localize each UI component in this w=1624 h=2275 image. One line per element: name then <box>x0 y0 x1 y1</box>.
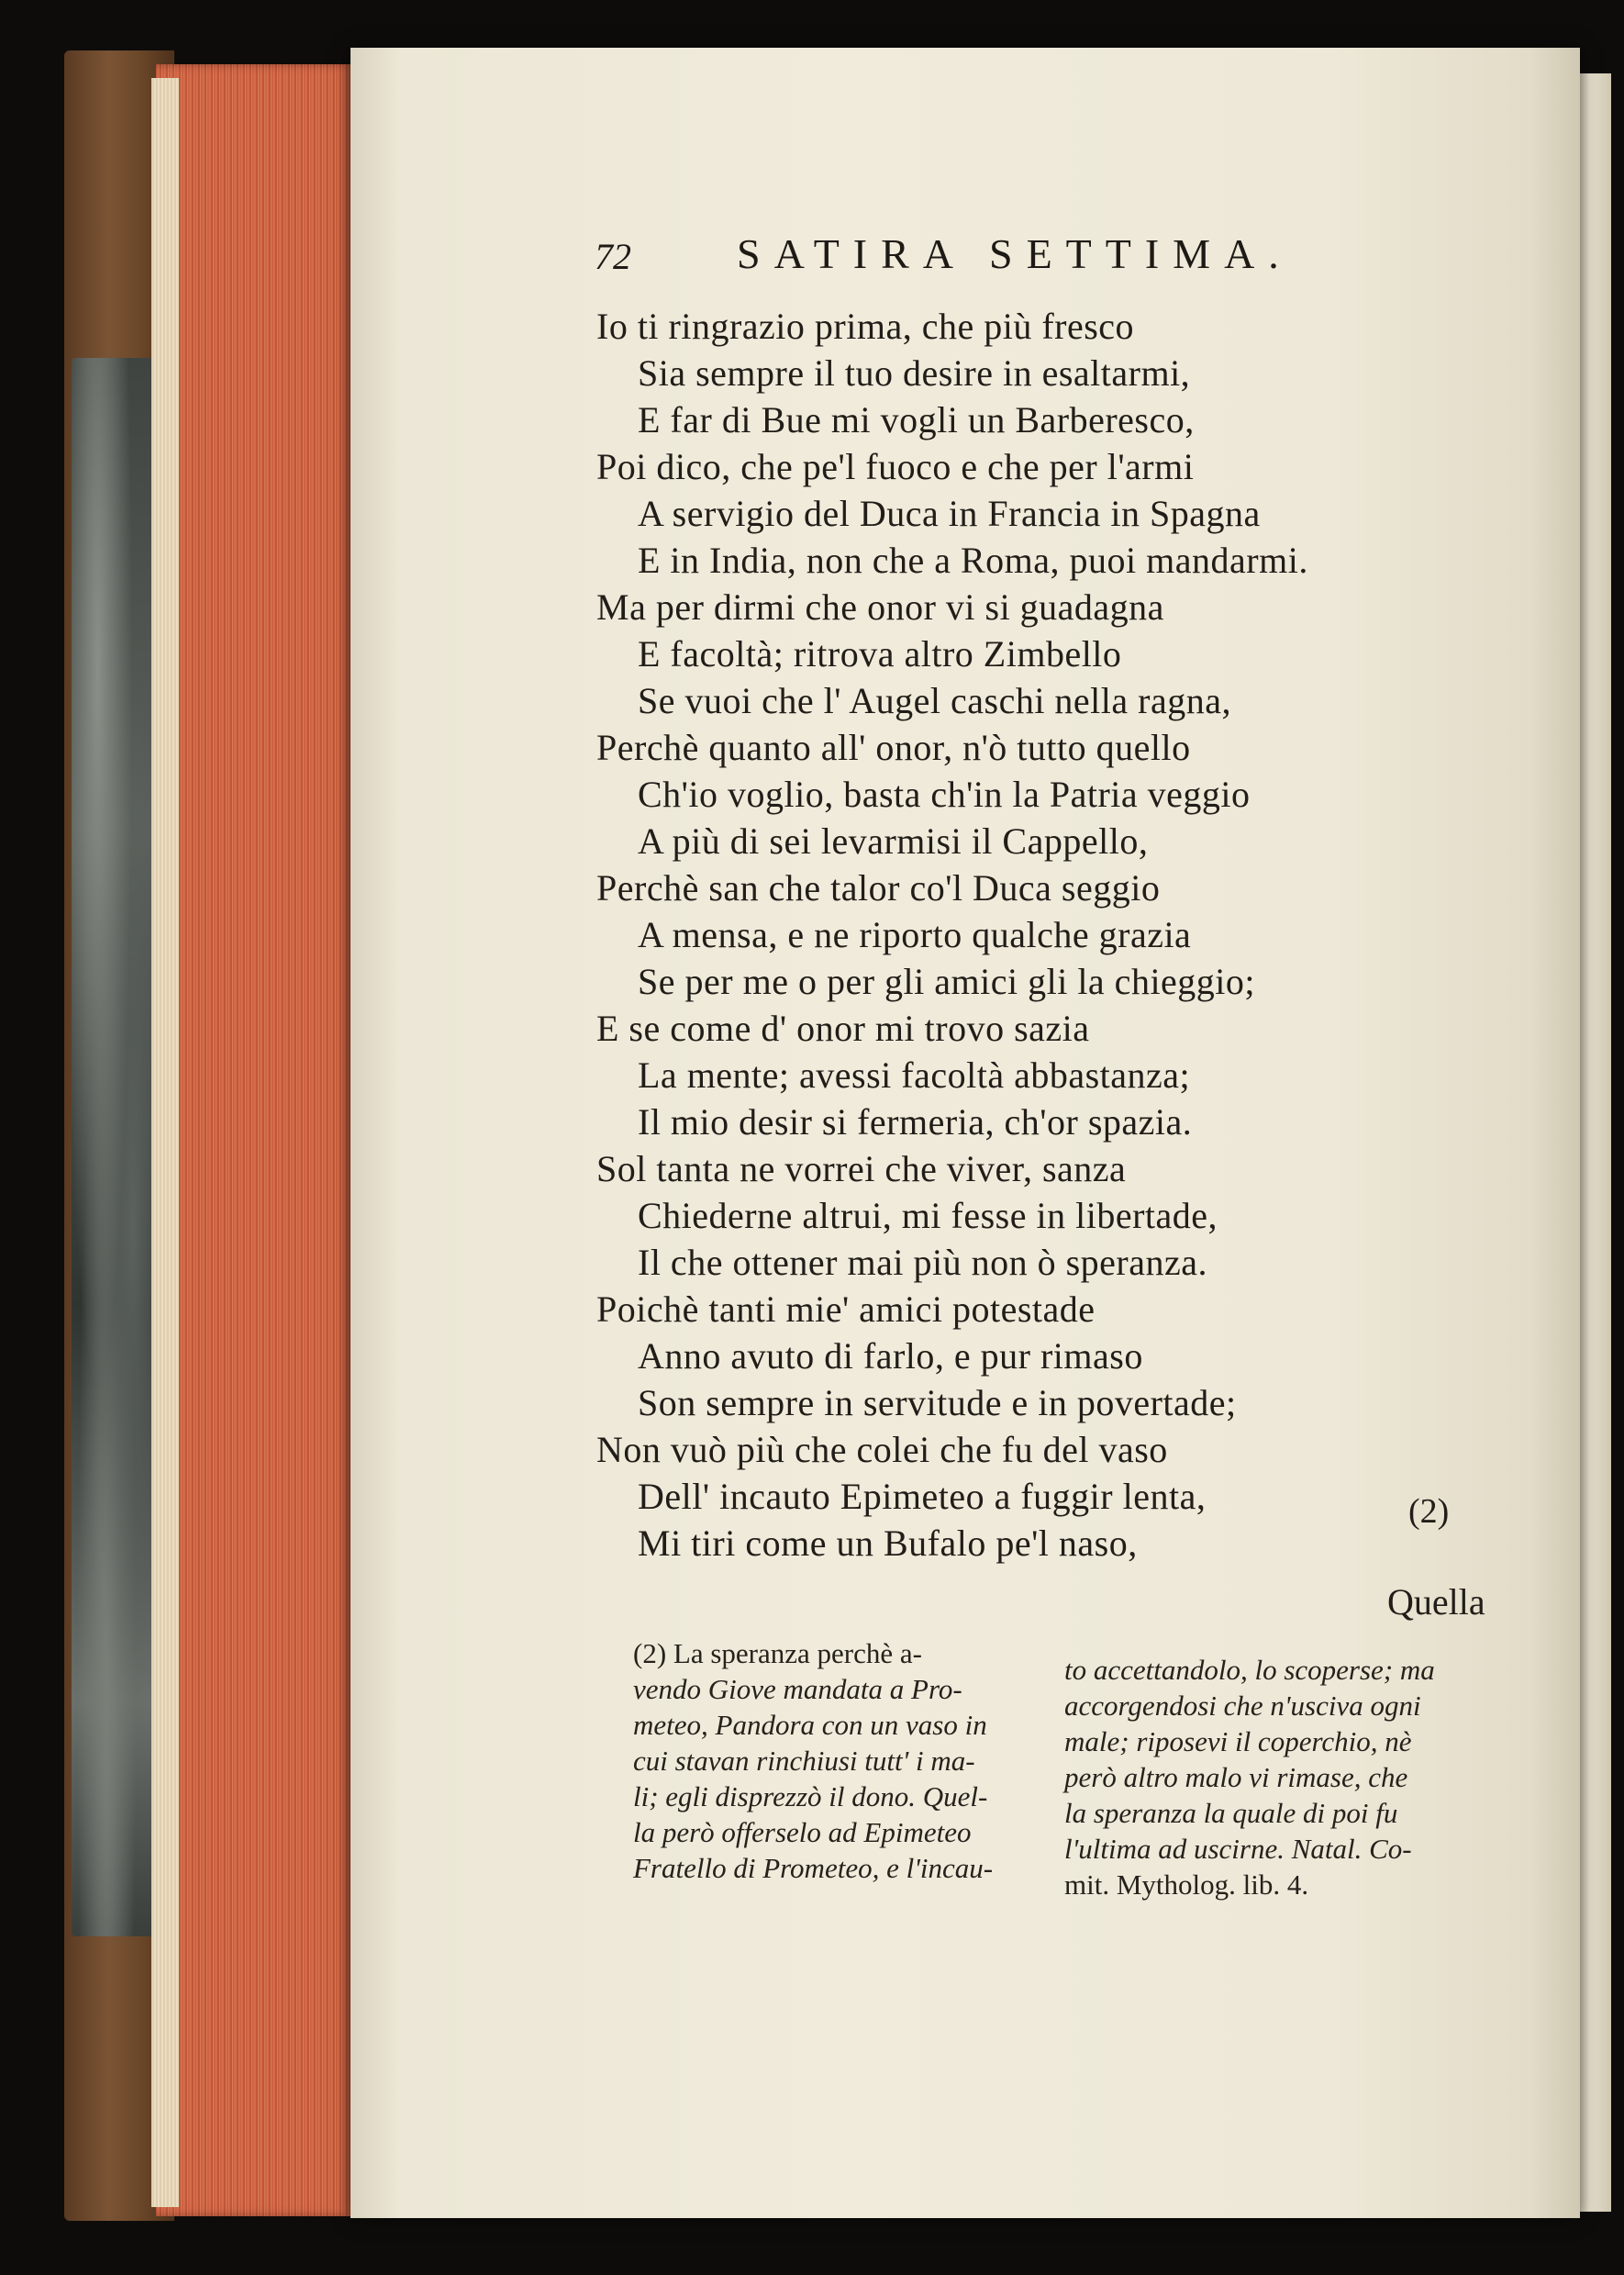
footnote-line: cui stavan rinchiusi tutt' i ma- <box>633 1745 975 1777</box>
footnote-line: vendo Giove mandata a Pro- <box>633 1673 962 1705</box>
poem-line: Poi dico, che pe'l fuoco e che per l'armi <box>596 446 1195 487</box>
footnote-line: male; riposevi il coperchio, nè <box>1064 1725 1412 1757</box>
catchword: Quella <box>1387 1581 1485 1623</box>
footnote-line: l'ultima ad uscirne. Natal. Co- <box>1064 1833 1412 1865</box>
poem-line: Se vuoi che l' Augel caschi nella ragna, <box>638 680 1231 721</box>
page-number: 72 <box>595 236 631 277</box>
footnote-column-right <box>1064 1652 1435 1902</box>
page-edge-stack <box>151 78 179 2207</box>
red-page-edges <box>156 64 353 2216</box>
poem-line: Ch'io voglio, basta ch'in la Patria veggio <box>638 774 1251 815</box>
poem-line: Perchè san che talor co'l Duca seggio <box>596 867 1161 909</box>
poem-line: E far di Bue mi vogli un Barberesco, <box>638 399 1195 441</box>
footnote-line: la però offerselo ad Epimeteo <box>633 1816 972 1848</box>
footnote-line: (2) La speranza perchè a- <box>633 1637 922 1669</box>
poem-line: A mensa, e ne riporto qualche grazia <box>638 914 1192 955</box>
footnote-line: accorgendosi che n'usciva ogni <box>1064 1690 1421 1722</box>
poem-line: E in India, non che a Roma, puoi mandarmi. <box>638 540 1308 581</box>
poem-line: Perchè quanto all' onor, n'ò tutto quello <box>596 727 1191 768</box>
page-gutter-edge <box>1574 73 1611 2212</box>
footnote-line: meteo, Pandora con un vaso in <box>633 1709 987 1741</box>
poem-line: Mi tiri come un Bufalo pe'l naso, <box>638 1522 1138 1564</box>
poem-line: A servigio del Duca in Francia in Spagna <box>638 493 1261 534</box>
poem-line: Se per me o per gli amici gli la chieggio; <box>638 961 1256 1002</box>
footnote-line: li; egli disprezzò il dono. Quel- <box>633 1780 988 1812</box>
poem-line: Non vuò più che colei che fu del vaso <box>596 1429 1168 1470</box>
poem-line: E facoltà; ritrova altro Zimbello <box>638 633 1122 675</box>
footnote-line: però altro malo vi rimase, che <box>1064 1761 1408 1793</box>
poem-line: La mente; avessi facoltà abbastanza; <box>638 1054 1191 1096</box>
marbled-cover-paper <box>72 358 159 1936</box>
poem-line: E se come d' onor mi trovo sazia <box>596 1008 1090 1049</box>
poem-line: Chiederne altrui, mi fesse in libertade, <box>638 1195 1218 1236</box>
poem-line: Dell' incauto Epimeteo a fuggir lenta, <box>638 1476 1207 1517</box>
running-head <box>595 229 1402 284</box>
poem-line: Sol tanta ne vorrei che viver, sanza <box>596 1148 1127 1189</box>
footnote-line: mit. Mytholog. lib. 4. <box>1064 1868 1309 1901</box>
footnote-column-left <box>633 1635 993 1886</box>
poem-line: Son sempre in servitude e in povertade; <box>638 1382 1237 1423</box>
footnote-line: la speranza la quale di poi fu <box>1064 1797 1398 1829</box>
poem-line: Il mio desir si fermeria, ch'or spazia. <box>638 1101 1193 1143</box>
footnote-line: to accettandolo, lo scoperse; ma <box>1064 1654 1435 1686</box>
running-title: SATIRA SETTIMA. <box>737 230 1293 277</box>
footnote-marker: (2) <box>1408 1492 1450 1531</box>
poem-line: Ma per dirmi che onor vi si guadagna <box>596 586 1164 628</box>
poem-line: Poichè tanti mie' amici potestade <box>596 1288 1096 1330</box>
poem-line: Io ti ringrazio prima, che più fresco <box>596 306 1135 347</box>
poem-line: Anno avuto di farlo, e pur rimaso <box>638 1335 1143 1377</box>
poem-line: Il che ottener mai più non ò speranza. <box>638 1242 1207 1283</box>
footnote-line: Fratello di Prometeo, e l'incau- <box>633 1852 994 1884</box>
poem-line: Sia sempre il tuo desire in esaltarmi, <box>638 352 1191 394</box>
poem-line: A più di sei levarmisi il Cappello, <box>638 820 1149 862</box>
